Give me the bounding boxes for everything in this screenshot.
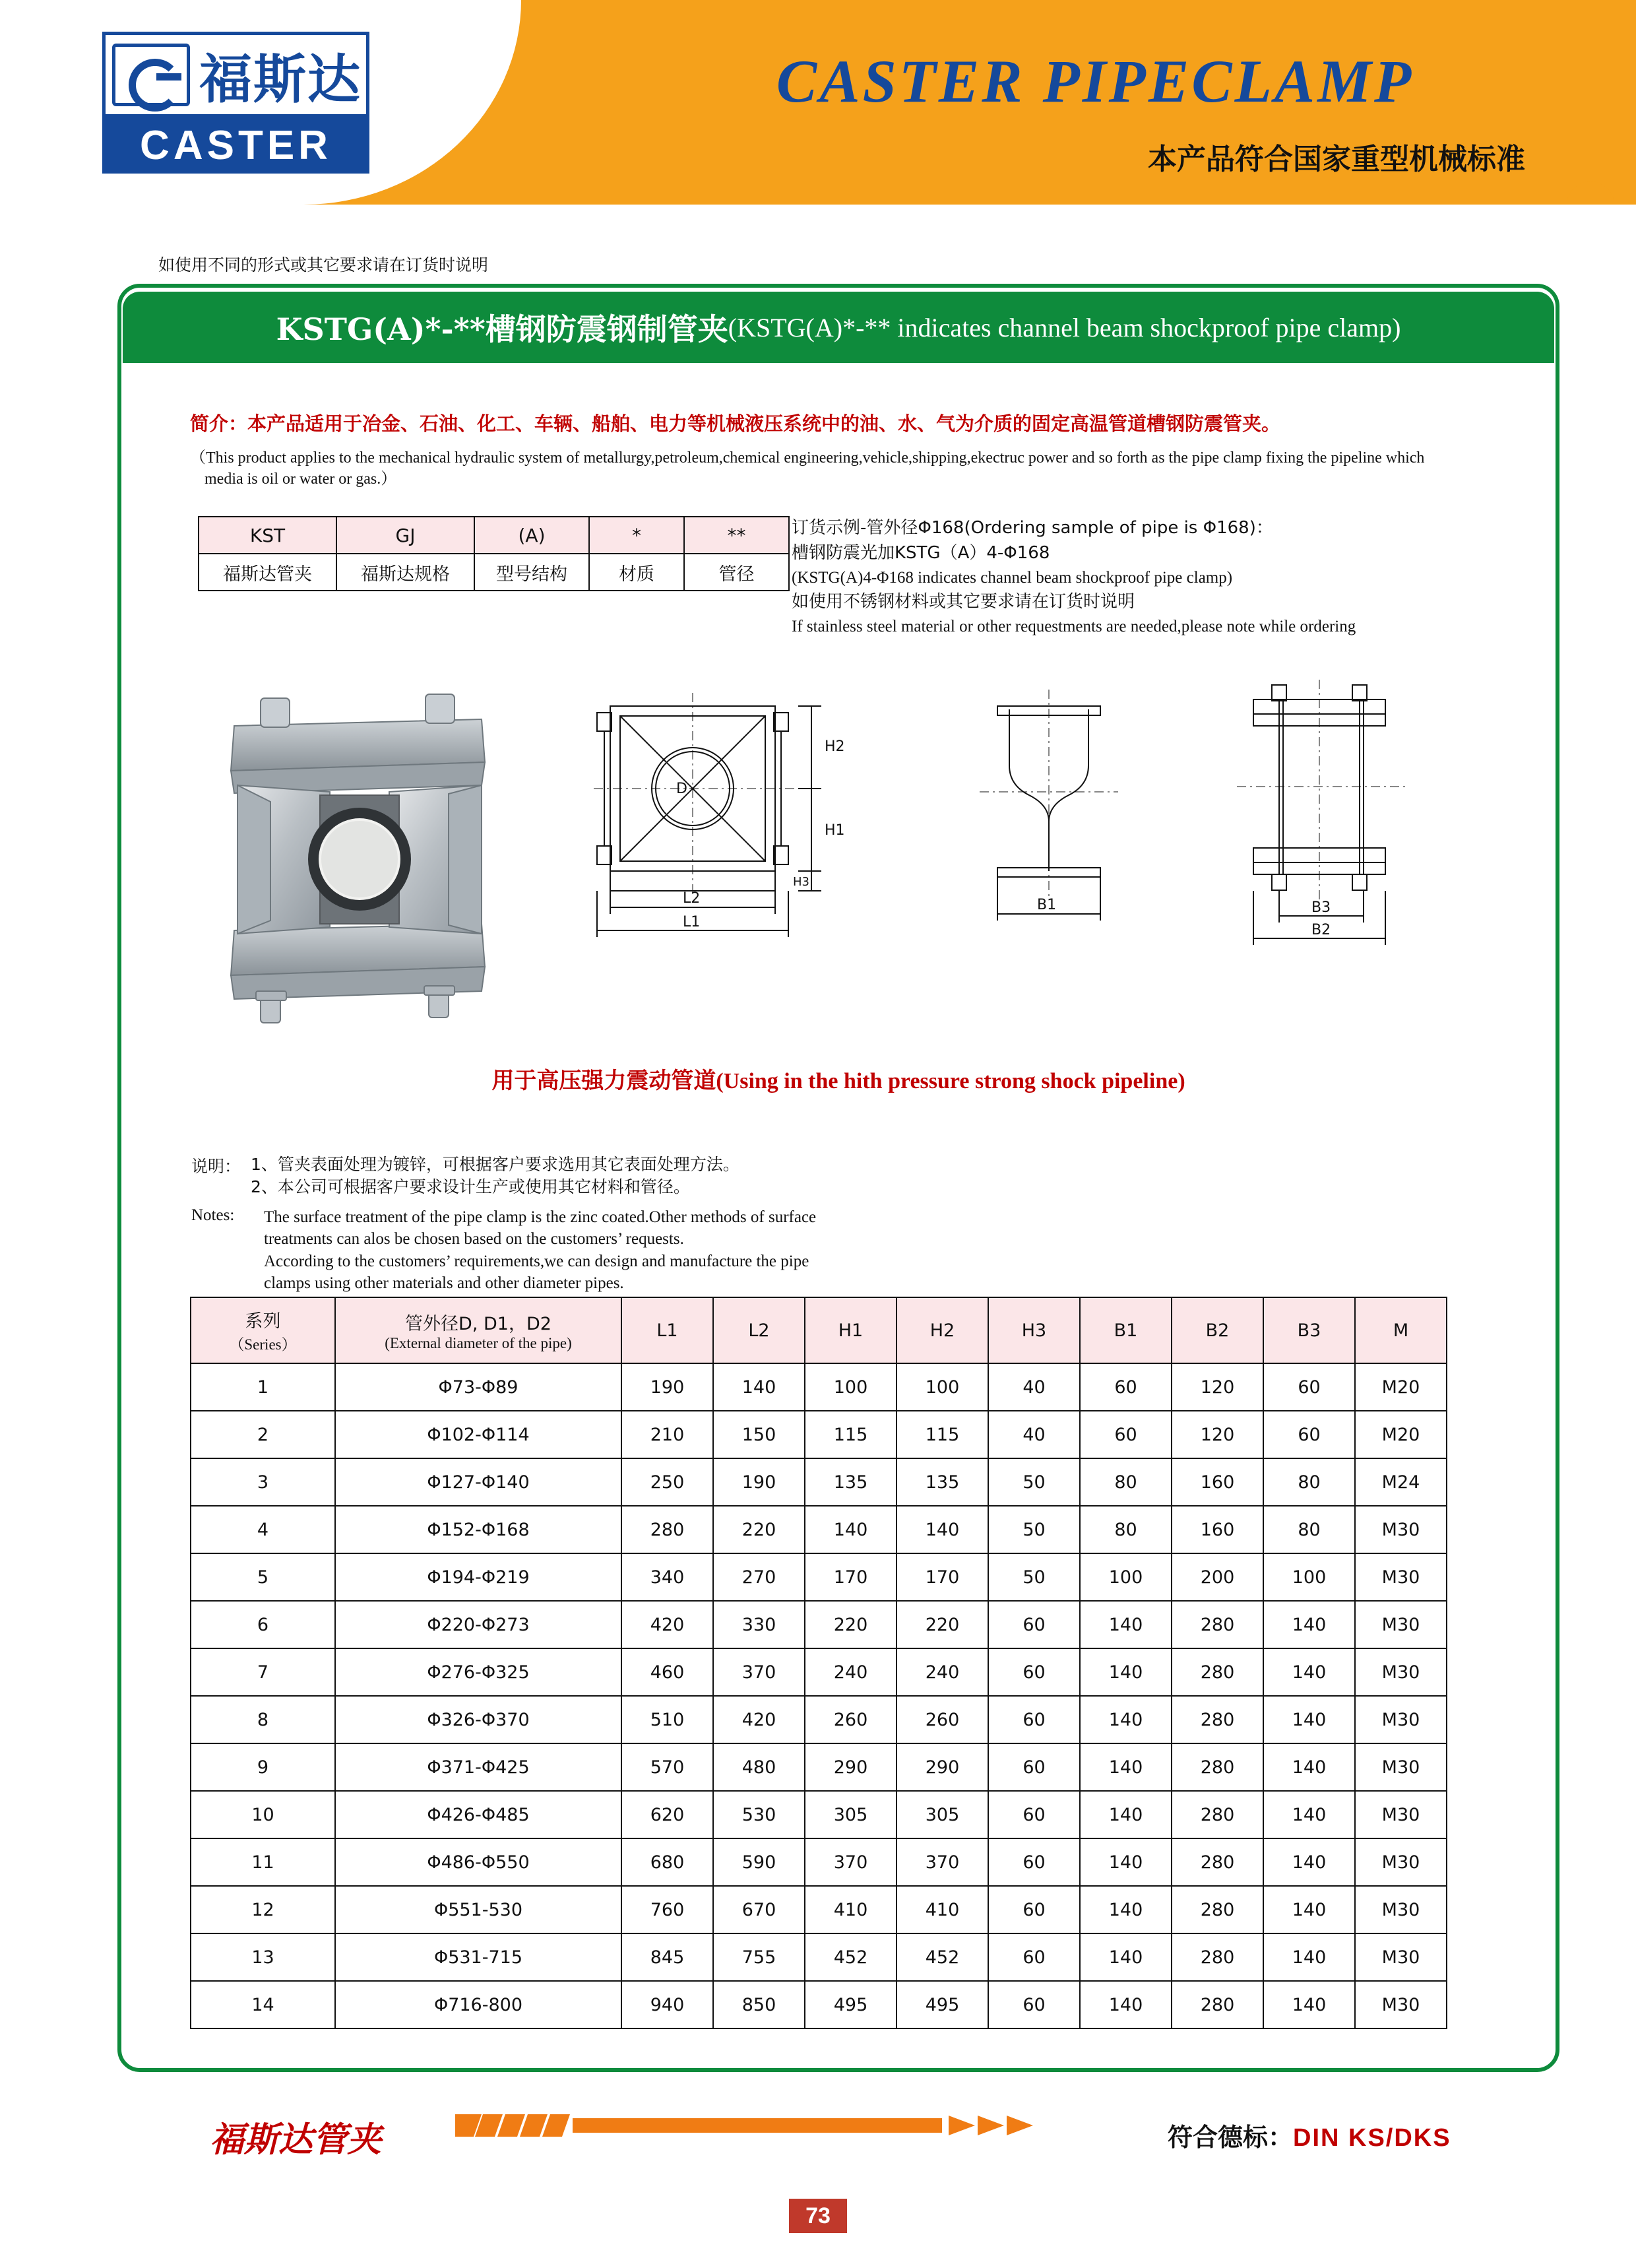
cell-d: Φ551-530 bbox=[335, 1886, 621, 1933]
cell-l1: 570 bbox=[621, 1743, 713, 1791]
code-value-doublestar: 管径 bbox=[684, 554, 789, 591]
code-value-a: 型号结构 bbox=[474, 554, 589, 591]
label-B1: B1 bbox=[1037, 897, 1057, 913]
cell-b1: 140 bbox=[1080, 1791, 1172, 1838]
cell-l1: 620 bbox=[621, 1791, 713, 1838]
table-row bbox=[191, 1411, 1447, 1458]
logo-top bbox=[102, 32, 369, 117]
cell-b1: 80 bbox=[1080, 1506, 1172, 1553]
cell-h2: 410 bbox=[897, 1886, 988, 1933]
code-table-header-row bbox=[199, 517, 789, 554]
cell-h2: 452 bbox=[897, 1933, 988, 1981]
table-row bbox=[191, 1933, 1447, 1981]
cell-h3: 40 bbox=[988, 1411, 1080, 1458]
cell-h1: 260 bbox=[805, 1696, 897, 1743]
cell-b2: 280 bbox=[1172, 1838, 1263, 1886]
cell-l1: 340 bbox=[621, 1553, 713, 1601]
footer-standard-value: DIN KS/DKS bbox=[1293, 2124, 1451, 2152]
cell-b1: 140 bbox=[1080, 1601, 1172, 1648]
cell-series: 8 bbox=[191, 1696, 335, 1743]
cell-h3: 50 bbox=[988, 1458, 1080, 1506]
cell-h2: 260 bbox=[897, 1696, 988, 1743]
cell-b1: 80 bbox=[1080, 1458, 1172, 1506]
cell-m: M20 bbox=[1355, 1411, 1447, 1458]
cell-series: 4 bbox=[191, 1506, 335, 1553]
cell-b3: 140 bbox=[1263, 1886, 1355, 1933]
cell-b3: 60 bbox=[1263, 1411, 1355, 1458]
cell-h2: 370 bbox=[897, 1838, 988, 1886]
col-diameter-en: (External diameter of the pipe) bbox=[385, 1334, 572, 1351]
cell-l1: 845 bbox=[621, 1933, 713, 1981]
cell-series: 11 bbox=[191, 1838, 335, 1886]
label-L1: L1 bbox=[683, 914, 701, 930]
caster-c-icon bbox=[112, 44, 190, 106]
code-table-value-row bbox=[199, 554, 789, 591]
col-b1: B1 bbox=[1080, 1297, 1172, 1363]
company-logo bbox=[102, 32, 369, 174]
code-header-kst: KST bbox=[199, 517, 336, 554]
table-row bbox=[191, 1743, 1447, 1791]
notes-cn-1: 1、管夹表面处理为镀锌，可根据客户要求选用其它表面处理方法。 bbox=[251, 1155, 739, 1174]
cell-l2: 190 bbox=[713, 1458, 805, 1506]
cell-d: Φ220-Φ273 bbox=[335, 1601, 621, 1648]
footer-arrow-strip bbox=[455, 2109, 1049, 2150]
cell-l2: 370 bbox=[713, 1648, 805, 1696]
cell-series: 14 bbox=[191, 1981, 335, 2028]
cell-h1: 410 bbox=[805, 1886, 897, 1933]
code-header-doublestar: ** bbox=[684, 517, 789, 554]
cell-series: 12 bbox=[191, 1886, 335, 1933]
code-value-gj: 福斯达规格 bbox=[336, 554, 474, 591]
cell-h3: 60 bbox=[988, 1696, 1080, 1743]
cell-d: Φ486-Φ550 bbox=[335, 1838, 621, 1886]
col-b2: B2 bbox=[1172, 1297, 1263, 1363]
table-row bbox=[191, 1458, 1447, 1506]
cell-l2: 755 bbox=[713, 1933, 805, 1981]
cell-h1: 240 bbox=[805, 1648, 897, 1696]
cell-h2: 140 bbox=[897, 1506, 988, 1553]
side-view-drawing-1 bbox=[963, 680, 1161, 1010]
cell-b1: 140 bbox=[1080, 1838, 1172, 1886]
cell-b2: 280 bbox=[1172, 1696, 1263, 1743]
cell-l2: 150 bbox=[713, 1411, 805, 1458]
cell-l2: 530 bbox=[713, 1791, 805, 1838]
cell-h3: 60 bbox=[988, 1981, 1080, 2028]
cell-series: 3 bbox=[191, 1458, 335, 1506]
footer-brand: 福斯达管夹 bbox=[210, 2120, 382, 2160]
cell-h1: 135 bbox=[805, 1458, 897, 1506]
notes-cn-2: 2、本公司可根据客户要求设计生产或使用其它材料和管径。 bbox=[251, 1177, 690, 1196]
cell-h1: 305 bbox=[805, 1791, 897, 1838]
page-number: 73 bbox=[789, 2199, 847, 2233]
cell-b2: 280 bbox=[1172, 1933, 1263, 1981]
cell-b1: 140 bbox=[1080, 1648, 1172, 1696]
intro-en bbox=[190, 447, 1470, 490]
label-H1: H1 bbox=[825, 822, 845, 839]
label-D: D bbox=[676, 781, 687, 797]
cell-l1: 680 bbox=[621, 1838, 713, 1886]
front-view-drawing bbox=[581, 680, 864, 1023]
cell-b3: 140 bbox=[1263, 1648, 1355, 1696]
cell-m: M30 bbox=[1355, 1838, 1447, 1886]
code-value-star: 材质 bbox=[589, 554, 684, 591]
cell-h2: 290 bbox=[897, 1743, 988, 1791]
table-row bbox=[191, 1696, 1447, 1743]
col-diameter bbox=[335, 1297, 621, 1363]
table-row bbox=[191, 1601, 1447, 1648]
cell-b2: 280 bbox=[1172, 1743, 1263, 1791]
cell-b3: 100 bbox=[1263, 1553, 1355, 1601]
code-value-kst: 福斯达管夹 bbox=[199, 554, 336, 591]
cell-series: 5 bbox=[191, 1553, 335, 1601]
logo-brand-en: CASTER bbox=[102, 117, 369, 174]
cell-series: 2 bbox=[191, 1411, 335, 1458]
label-B2: B2 bbox=[1311, 922, 1331, 938]
cell-m: M30 bbox=[1355, 1553, 1447, 1601]
ordering-line-4: 如使用不锈钢材料或其它要求请在订货时说明 bbox=[792, 592, 1135, 612]
header-title: CASTER PIPECLAMP bbox=[776, 48, 1414, 115]
notes-en-2: treatments can alos be chosen based on the customers’ requests. bbox=[264, 1230, 684, 1248]
cell-h3: 50 bbox=[988, 1506, 1080, 1553]
cell-h2: 135 bbox=[897, 1458, 988, 1506]
col-h3: H3 bbox=[988, 1297, 1080, 1363]
section-title-bar bbox=[123, 292, 1554, 363]
cell-b3: 140 bbox=[1263, 1838, 1355, 1886]
cell-series: 9 bbox=[191, 1743, 335, 1791]
top-note: 如使用不同的形式或其它要求请在订货时说明 bbox=[158, 255, 489, 275]
cell-h3: 40 bbox=[988, 1363, 1080, 1411]
cell-b1: 140 bbox=[1080, 1696, 1172, 1743]
cell-l2: 140 bbox=[713, 1363, 805, 1411]
cell-l2: 220 bbox=[713, 1506, 805, 1553]
cell-b1: 60 bbox=[1080, 1363, 1172, 1411]
cell-l1: 250 bbox=[621, 1458, 713, 1506]
cell-d: Φ152-Φ168 bbox=[335, 1506, 621, 1553]
cell-m: M30 bbox=[1355, 1743, 1447, 1791]
cell-h1: 290 bbox=[805, 1743, 897, 1791]
cell-l1: 460 bbox=[621, 1648, 713, 1696]
col-b3: B3 bbox=[1263, 1297, 1355, 1363]
cell-b2: 160 bbox=[1172, 1458, 1263, 1506]
cell-b1: 140 bbox=[1080, 1981, 1172, 2028]
table-header-row bbox=[191, 1297, 1447, 1363]
notes-label-cn: 说明： bbox=[191, 1157, 241, 1176]
cell-b2: 200 bbox=[1172, 1553, 1263, 1601]
notes-en-3: According to the customers’ requirements,we can design and manufacture the pipe bbox=[264, 1252, 809, 1270]
col-l2: L2 bbox=[713, 1297, 805, 1363]
footer-standard bbox=[1168, 2117, 1451, 2153]
col-series bbox=[191, 1297, 335, 1363]
header-subtitle: 本产品符合国家重型机械标准 bbox=[1148, 143, 1525, 176]
cell-b2: 120 bbox=[1172, 1363, 1263, 1411]
cell-b3: 140 bbox=[1263, 1743, 1355, 1791]
cell-h1: 100 bbox=[805, 1363, 897, 1411]
code-header-star: * bbox=[589, 517, 684, 554]
cell-l1: 760 bbox=[621, 1886, 713, 1933]
cell-h3: 60 bbox=[988, 1648, 1080, 1696]
cell-h1: 452 bbox=[805, 1933, 897, 1981]
cell-l2: 670 bbox=[713, 1886, 805, 1933]
cell-b3: 140 bbox=[1263, 1933, 1355, 1981]
cell-h1: 495 bbox=[805, 1981, 897, 2028]
cell-series: 6 bbox=[191, 1601, 335, 1648]
col-h1: H1 bbox=[805, 1297, 897, 1363]
label-H3: H3 bbox=[793, 875, 809, 889]
cell-h1: 170 bbox=[805, 1553, 897, 1601]
cell-l1: 190 bbox=[621, 1363, 713, 1411]
cell-m: M30 bbox=[1355, 1648, 1447, 1696]
cell-b3: 140 bbox=[1263, 1601, 1355, 1648]
cell-d: Φ73-Φ89 bbox=[335, 1363, 621, 1411]
table-row bbox=[191, 1886, 1447, 1933]
cell-h3: 60 bbox=[988, 1601, 1080, 1648]
cell-b2: 280 bbox=[1172, 1791, 1263, 1838]
col-diameter-cn: 管外径D, D1，D2 bbox=[405, 1313, 551, 1334]
cell-l2: 420 bbox=[713, 1696, 805, 1743]
cell-series: 7 bbox=[191, 1648, 335, 1696]
cell-l2: 850 bbox=[713, 1981, 805, 2028]
cell-l1: 940 bbox=[621, 1981, 713, 2028]
cell-l2: 330 bbox=[713, 1601, 805, 1648]
cell-d: Φ531-715 bbox=[335, 1933, 621, 1981]
table-row bbox=[191, 1981, 1447, 2028]
notes-en-4: clamps using other materials and other diameter pipes. bbox=[264, 1274, 624, 1292]
cell-b2: 160 bbox=[1172, 1506, 1263, 1553]
cell-l1: 420 bbox=[621, 1601, 713, 1648]
cell-d: Φ276-Φ325 bbox=[335, 1648, 621, 1696]
logo-brand-cn: 福斯达 bbox=[199, 48, 362, 110]
intro-cn: 简介：本产品适用于冶金、石油、化工、车辆、船舶、电力等机械液压系统中的油、水、气为介质的固定高温管道槽钢防震管夹。 bbox=[190, 412, 1281, 435]
cell-b1: 140 bbox=[1080, 1743, 1172, 1791]
cell-l2: 480 bbox=[713, 1743, 805, 1791]
code-header-gj: GJ bbox=[336, 517, 474, 554]
table-row bbox=[191, 1791, 1447, 1838]
cell-b3: 80 bbox=[1263, 1506, 1355, 1553]
cell-series: 1 bbox=[191, 1363, 335, 1411]
model-code-table bbox=[198, 516, 790, 591]
specification-table bbox=[190, 1297, 1447, 2029]
cell-b3: 140 bbox=[1263, 1791, 1355, 1838]
side-view-drawing-2 bbox=[1214, 673, 1451, 1016]
footer-standard-label: 符合德标： bbox=[1168, 2123, 1294, 2152]
notes-en-1: The surface treatment of the pipe clamp is the zinc coated.Other methods of surface bbox=[264, 1208, 817, 1226]
ordering-line-3: (KSTG(A)4-Φ168 indicates channel beam shockproof pipe clamp) bbox=[792, 568, 1233, 587]
cell-b1: 140 bbox=[1080, 1933, 1172, 1981]
cell-h2: 305 bbox=[897, 1791, 988, 1838]
notes-en bbox=[264, 1206, 1135, 1294]
cell-l2: 270 bbox=[713, 1553, 805, 1601]
cell-b1: 100 bbox=[1080, 1553, 1172, 1601]
cell-h2: 100 bbox=[897, 1363, 988, 1411]
cell-b2: 280 bbox=[1172, 1648, 1263, 1696]
ordering-line-5: If stainless steel material or other requestments are needed,please note while ordering bbox=[792, 618, 1356, 636]
cell-m: M24 bbox=[1355, 1458, 1447, 1506]
cell-d: Φ194-Φ219 bbox=[335, 1553, 621, 1601]
product-photo bbox=[198, 686, 541, 1036]
cell-m: M30 bbox=[1355, 1791, 1447, 1838]
col-series-en: （Series） bbox=[229, 1336, 297, 1353]
col-series-cn: 系列 bbox=[245, 1311, 281, 1332]
cell-h1: 140 bbox=[805, 1506, 897, 1553]
cell-h2: 240 bbox=[897, 1648, 988, 1696]
table-row bbox=[191, 1363, 1447, 1411]
cell-m: M30 bbox=[1355, 1601, 1447, 1648]
cell-m: M30 bbox=[1355, 1696, 1447, 1743]
cell-h1: 370 bbox=[805, 1838, 897, 1886]
notes-label-en: Notes: bbox=[191, 1206, 235, 1224]
cell-m: M30 bbox=[1355, 1506, 1447, 1553]
cell-h3: 60 bbox=[988, 1886, 1080, 1933]
ordering-sample-block bbox=[792, 516, 1504, 639]
cell-b2: 120 bbox=[1172, 1411, 1263, 1458]
cell-l2: 590 bbox=[713, 1838, 805, 1886]
table-row bbox=[191, 1838, 1447, 1886]
cell-m: M30 bbox=[1355, 1933, 1447, 1981]
cell-l1: 210 bbox=[621, 1411, 713, 1458]
cell-d: Φ716-800 bbox=[335, 1981, 621, 2028]
section-title-cn: KSTG(A)*-**槽钢防震钢制管夹 bbox=[276, 311, 728, 347]
cell-d: Φ326-Φ370 bbox=[335, 1696, 621, 1743]
cell-h3: 60 bbox=[988, 1791, 1080, 1838]
cell-d: Φ127-Φ140 bbox=[335, 1458, 621, 1506]
cell-h2: 495 bbox=[897, 1981, 988, 2028]
figure-caption-cn: 用于高压强力震动管道 bbox=[491, 1068, 716, 1094]
col-l1: L1 bbox=[621, 1297, 713, 1363]
cell-b1: 60 bbox=[1080, 1411, 1172, 1458]
code-header-a: (A) bbox=[474, 517, 589, 554]
section-title-en: (KSTG(A)*-** indicates channel beam shockproof pipe clamp) bbox=[728, 312, 1401, 342]
cell-d: Φ426-Φ485 bbox=[335, 1791, 621, 1838]
col-h2: H2 bbox=[897, 1297, 988, 1363]
cell-h3: 60 bbox=[988, 1933, 1080, 1981]
table-row bbox=[191, 1506, 1447, 1553]
figure-caption bbox=[117, 1062, 1559, 1095]
cell-b2: 280 bbox=[1172, 1981, 1263, 2028]
cell-m: M30 bbox=[1355, 1886, 1447, 1933]
cell-series: 10 bbox=[191, 1791, 335, 1838]
cell-series: 13 bbox=[191, 1933, 335, 1981]
cell-b1: 140 bbox=[1080, 1886, 1172, 1933]
cell-l1: 280 bbox=[621, 1506, 713, 1553]
ordering-line-1: 订货示例-管外径Φ168(Ordering sample of pipe is Φ168)： bbox=[792, 518, 1273, 538]
cell-h2: 220 bbox=[897, 1601, 988, 1648]
intro-en-line2: media is oil or water or gas.） bbox=[204, 470, 397, 488]
cell-b3: 60 bbox=[1263, 1363, 1355, 1411]
cell-h2: 115 bbox=[897, 1411, 988, 1458]
header-decor-dot bbox=[1567, 181, 1614, 205]
cell-h2: 170 bbox=[897, 1553, 988, 1601]
cell-h3: 60 bbox=[988, 1743, 1080, 1791]
cell-b3: 140 bbox=[1263, 1981, 1355, 2028]
cell-h3: 50 bbox=[988, 1553, 1080, 1601]
col-m: M bbox=[1355, 1297, 1447, 1363]
cell-b2: 280 bbox=[1172, 1601, 1263, 1648]
cell-h1: 220 bbox=[805, 1601, 897, 1648]
cell-d: Φ102-Φ114 bbox=[335, 1411, 621, 1458]
figure-caption-en: (Using in the hith pressure strong shock pipeline) bbox=[716, 1069, 1185, 1093]
cell-m: M30 bbox=[1355, 1981, 1447, 2028]
cell-b2: 280 bbox=[1172, 1886, 1263, 1933]
ordering-line-2: 槽钢防震光加KSTG（A）4-Φ168 bbox=[792, 542, 1050, 563]
cell-h1: 115 bbox=[805, 1411, 897, 1458]
intro-en-line1: （This product applies to the mechanical hydraulic system of metallurgy,petroleum,chemical engineering,vehicle,shipping,ekectruc power and so forth as the pipe clamp fixing the pipeline which bbox=[190, 449, 1425, 467]
cell-d: Φ371-Φ425 bbox=[335, 1743, 621, 1791]
cell-b3: 140 bbox=[1263, 1696, 1355, 1743]
label-L2: L2 bbox=[683, 890, 701, 907]
cell-l1: 510 bbox=[621, 1696, 713, 1743]
label-H2: H2 bbox=[825, 738, 845, 755]
notes-cn bbox=[251, 1153, 1240, 1198]
cell-b3: 80 bbox=[1263, 1458, 1355, 1506]
cell-m: M20 bbox=[1355, 1363, 1447, 1411]
cell-h3: 60 bbox=[988, 1838, 1080, 1886]
table-row bbox=[191, 1553, 1447, 1601]
table-row bbox=[191, 1648, 1447, 1696]
label-B3: B3 bbox=[1311, 899, 1331, 916]
